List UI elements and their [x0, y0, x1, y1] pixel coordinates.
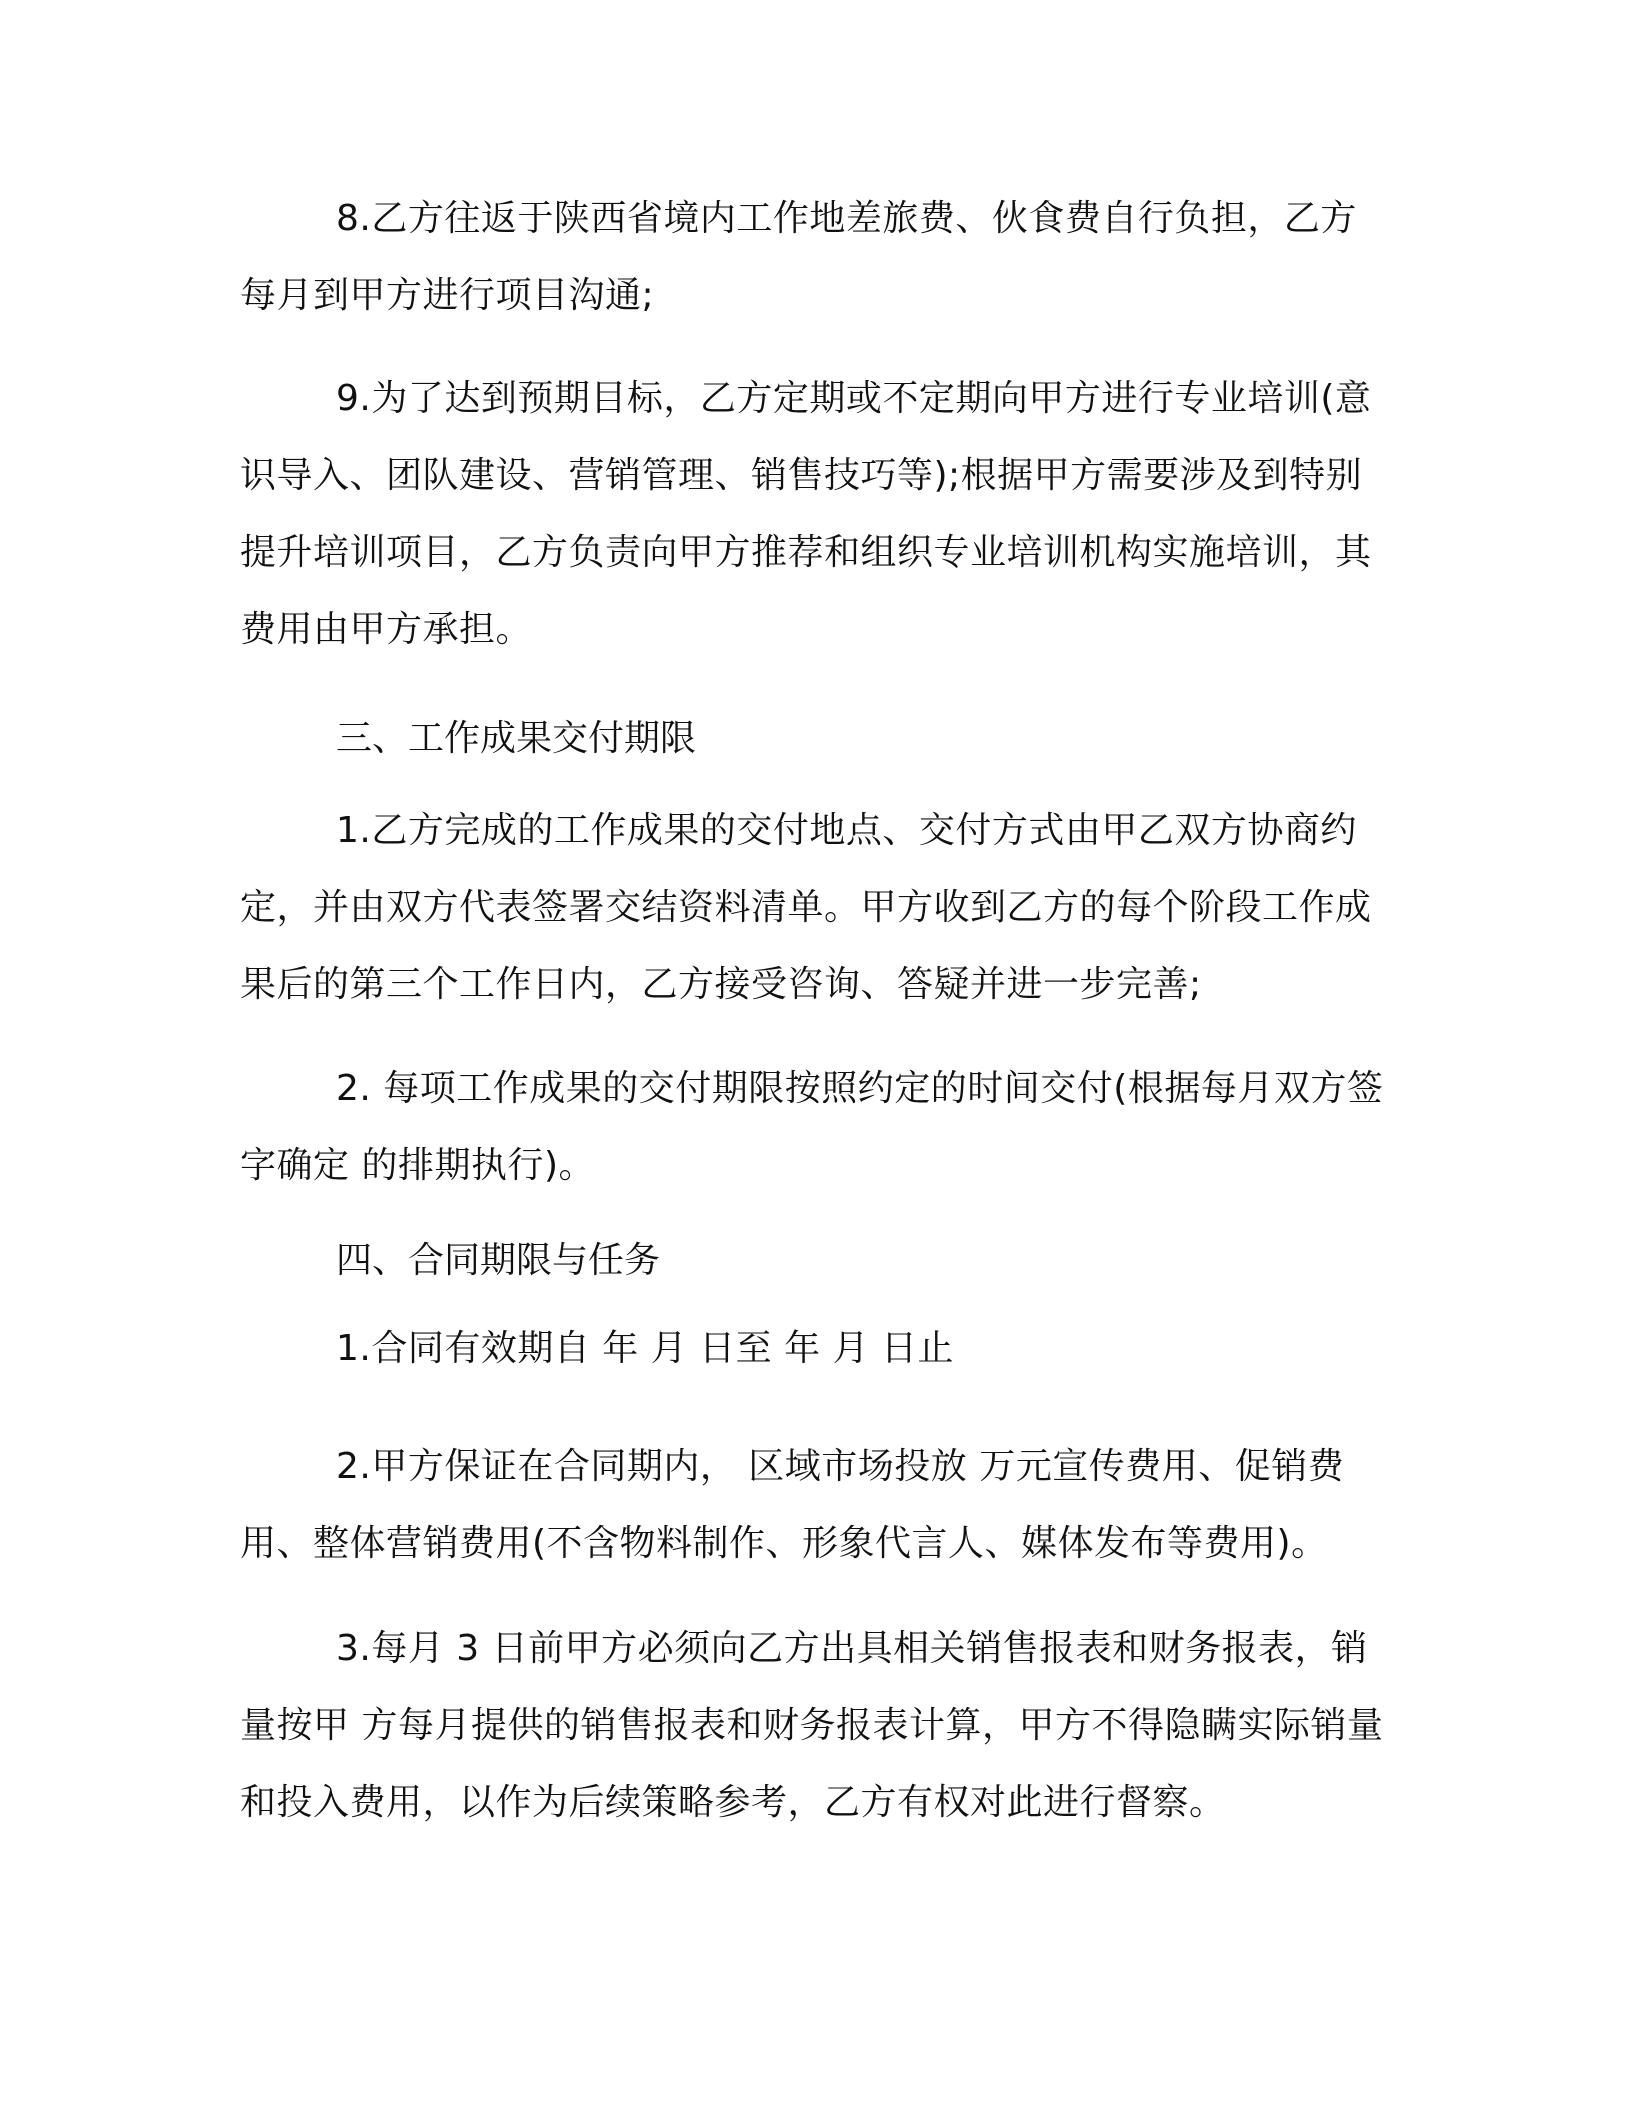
section-3-heading: 三、工作成果交付期限 — [336, 718, 697, 759]
clause-9-paragraph: 9.为了达到预期目标，乙方定期或不定期向甲方进行专业培训(意识导入、团队建设、营销管理、销售技巧等);根据甲方需要涉及到特别提升培训项目，乙方负责向甲方推荐和组织专业培训机构实施培训，其费用由甲方承担。 — [240, 378, 1372, 650]
section-4-heading: 四、合同期限与任务 — [336, 1240, 661, 1281]
section-4-clause-2-paragraph: 2.甲方保证在合同期内， 区域市场投放 万元宣传费用、促销费用、整体营销费用(不含物料制作、形象代言人、媒体发布等费用)。 — [240, 1446, 1345, 1564]
clause-8-paragraph: 8.乙方往返于陕西省境内工作地差旅费、伙食费自行负担，乙方每月到甲方进行项目沟通; — [240, 198, 1357, 316]
section-3-clause-2-paragraph: 2. 每项工作成果的交付期限按照约定的时间交付(根据每月双方签字确定 的排期执行)。 — [240, 1068, 1384, 1186]
section-4-clause-3-paragraph: 3.每月 3 日前甲方必须向乙方出具相关销售报表和财务报表，销量按甲 方每月提供的销售报表和财务报表计算，甲方不得隐瞒实际销量和投入费用，以作为后续策略参考，乙方有权对此进行督察。 — [240, 1628, 1384, 1823]
section-4-clause-1-paragraph: 1.合同有效期自 年 月 日至 年 月 日止 — [336, 1328, 955, 1369]
section-3-clause-1-paragraph: 1.乙方完成的工作成果的交付地点、交付方式由甲乙双方协商约定，并由双方代表签署交结资料清单。甲方收到乙方的每个阶段工作成果后的第三个工作日内，乙方接受咨询、答疑并进一步完善; — [240, 810, 1372, 1005]
